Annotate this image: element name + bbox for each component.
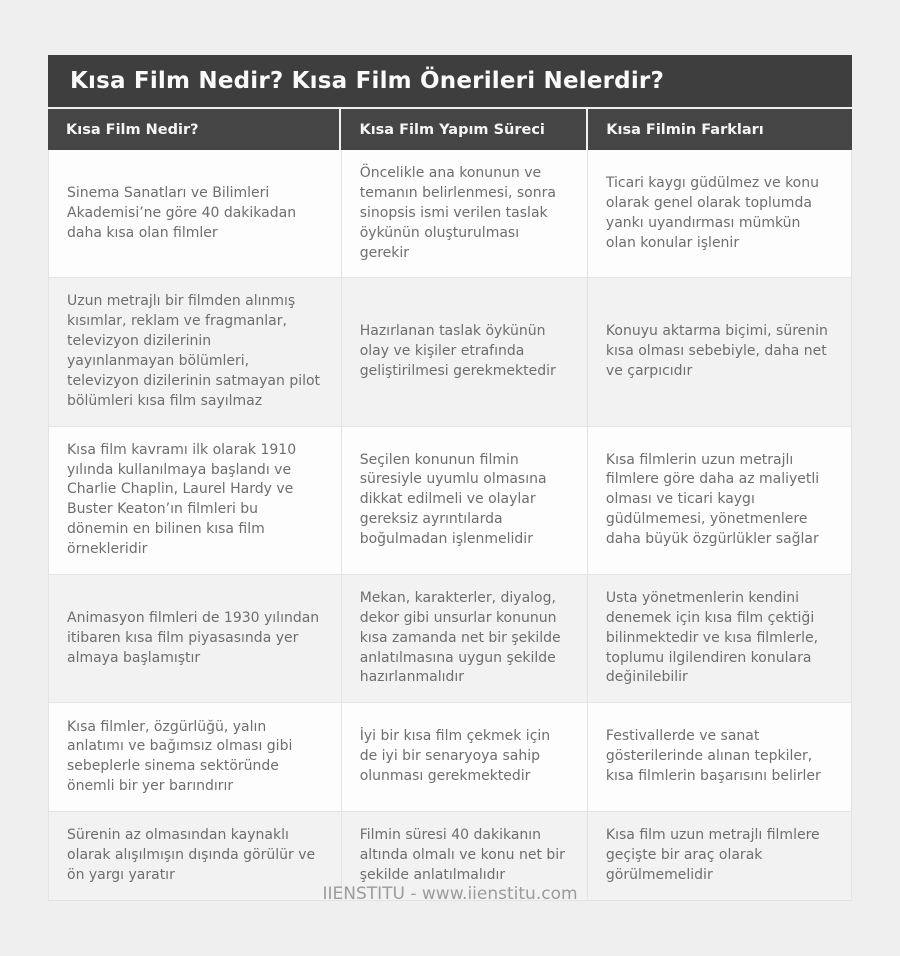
table-row xyxy=(49,702,851,811)
table-cell: İyi bir kısa film çekmek için de iyi bir senaryoya sahip olunması gerekmektedir xyxy=(342,703,588,811)
page-title: Kısa Film Nedir? Kısa Film Önerileri Nelerdir? xyxy=(70,68,665,94)
table-row xyxy=(49,150,851,277)
table-cell: Filmin süresi 40 dakikanın altında olmalı ve konu net bir şekilde anlatılmalıdır xyxy=(342,812,588,900)
table-row xyxy=(49,277,851,425)
table-cell: Festivallerde ve sanat gösterilerinde alınan tepkiler, kısa filmlerin başarısını belirler xyxy=(605,728,821,785)
table-cell: Kısa filmler, özgürlüğü, yalın anlatımı ve bağımsız olması gibi sebeplerle sinema sektöründe önemli bir yer barındırır xyxy=(49,703,342,811)
table-cell: Kısa filmlerin uzun metrajlı filmlere göre daha az maliyetli olması ve ticari kaygı güdülmemesi, yönetmenlere daha büyük özgürlükler sağlar xyxy=(605,451,820,548)
table-cell: Seçilen konunun filmin süresiyle uyumlu olmasına dikkat edilmeli ve olaylar gereksiz ayrıntılarda boğulmadan işlenmelidir xyxy=(342,427,588,574)
table-cell: Kısa film kavramı ilk olarak 1910 yılında kullanılmaya başlandı ve Charlie Chaplin, Laurel Hardy ve Buster Keaton’ın filmleri bu dönemin en bilinen kısa film örnekleridir xyxy=(49,427,342,574)
title-bar xyxy=(48,55,852,107)
table-body xyxy=(48,150,852,901)
table-header-row xyxy=(48,109,852,150)
table-cell: Usta yönetmenlerin kendini denemek için kısa film çektiği bilinmektedir ve kısa filmlerle, toplumu ilgilendiren konulara değinilebilir xyxy=(605,589,819,686)
table-row xyxy=(49,426,851,574)
infographic-card xyxy=(48,55,852,901)
table-cell: Konuyu aktarma biçimi, sürenin kısa olması sebebiyle, daha net ve çarpıcıdır xyxy=(605,323,828,379)
footer-credit: IIENSTITU - www.iienstitu.com xyxy=(322,884,578,904)
table-cell: Sürenin az olmasından kaynaklı olarak alışılmışın dışında görülür ve ön yargı yaratır xyxy=(49,812,342,900)
table-row xyxy=(49,574,851,702)
table-cell: Sinema Sanatları ve Bilimleri Akademisi’ne göre 40 dakikadan daha kısa olan filmler xyxy=(49,150,342,277)
column-header-yapim-sureci: Kısa Film Yapım Süreci xyxy=(341,109,588,150)
table-cell: Mekan, karakterler, diyalog, dekor gibi unsurlar konunun kısa zamanda net bir şekilde anlatılmasına uygun şekilde hazırlanmalıdır xyxy=(342,575,588,702)
table-cell: Öncelikle ana konunun ve temanın belirlenmesi, sonra sinopsis ismi verilen taslak öykünün oluşturulması gerekir xyxy=(342,150,588,277)
table-cell: Animasyon filmleri de 1930 yılından itibaren kısa film piyasasında yer almaya başlamıştır xyxy=(49,575,342,702)
table-cell: Ticari kaygı güdülmez ve konu olarak genel olarak toplumda yankı uyandırması mümkün olan konular işlenir xyxy=(605,174,819,251)
table-cell: Hazırlanan taslak öykünün olay ve kişiler etrafında geliştirilmesi gerekmektedir xyxy=(342,278,588,425)
column-header-kisa-film-nedir: Kısa Film Nedir? xyxy=(48,109,341,150)
column-header-farklari: Kısa Filmin Farkları xyxy=(606,121,764,138)
table-cell: Kısa film uzun metrajlı filmlere geçişte bir araç olarak görülmemelidir xyxy=(605,827,820,883)
table-cell: Uzun metrajlı bir filmden alınmış kısımlar, reklam ve fragmanlar, televizyon dizilerinin yayınlanmayan bölümleri, televizyon dizilerinin satmayan pilot bölümleri kısa film sayılmaz xyxy=(49,278,342,425)
